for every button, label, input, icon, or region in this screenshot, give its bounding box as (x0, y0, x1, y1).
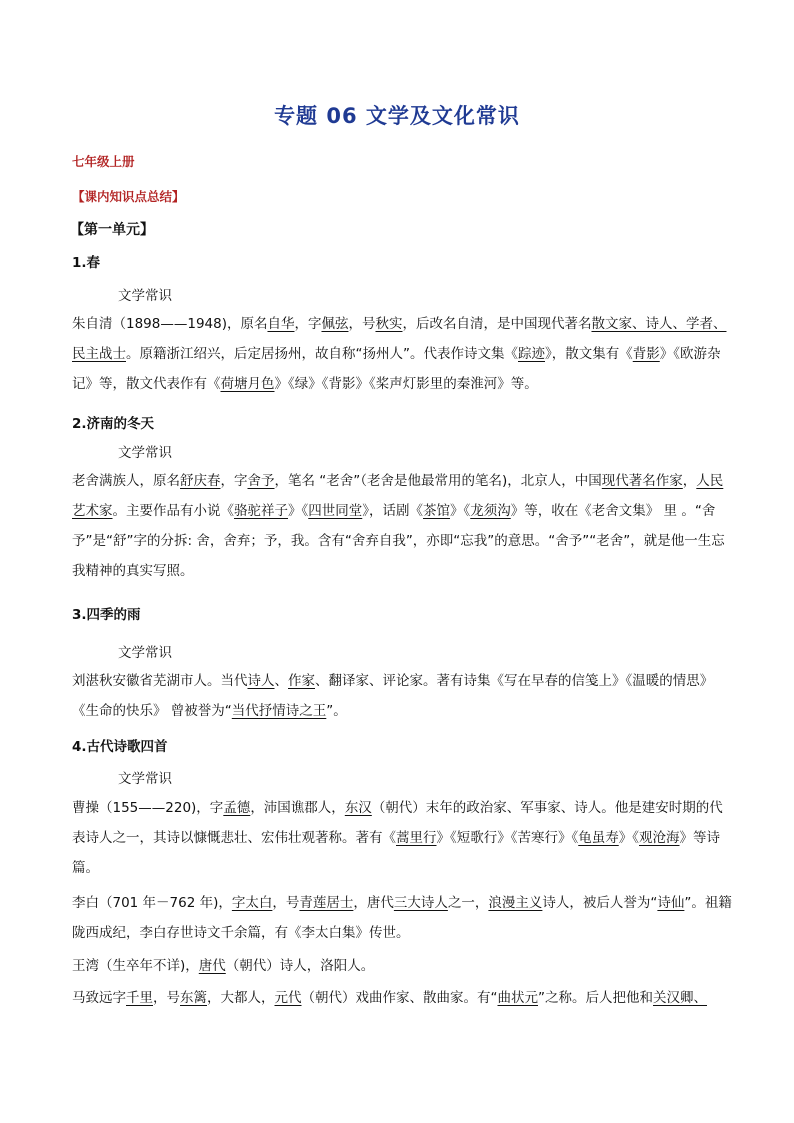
text-run: ”。祖籍陇西成纪，李白存世诗文千余篇，有《李太白集》传世。 (72, 895, 732, 941)
underlined-term: 现代著名作家 (601, 473, 683, 489)
text-run: 。主要作品有小说《 (112, 503, 234, 519)
underlined-term: 荷塘月色 (220, 376, 275, 392)
subheading-4: 文学常识 (118, 771, 172, 787)
text-run: ，字 (294, 316, 322, 332)
text-run: 刘湛秋安徽省芜湖市人。当代 (72, 673, 248, 689)
text-run: ，号 (348, 316, 376, 332)
paragraph-ma-zhiyuan (72, 983, 732, 1013)
grade-label: 七年级上册 (72, 154, 135, 169)
paragraph-1 (72, 309, 732, 399)
text-run: ，后改名自清，是中国现代著名 (402, 316, 592, 332)
paragraph-li-bai (72, 888, 732, 948)
unit-heading: 【第一单元】 (70, 222, 154, 238)
text-run: 、 (274, 673, 288, 689)
underlined-term: 背影 (632, 346, 660, 362)
text-run: ， (682, 473, 697, 489)
text-run: ，沛国谯郡人， (250, 800, 345, 816)
underlined-term: 四世同堂 (308, 503, 363, 519)
lesson-heading-3: 3.四季的雨 (72, 607, 141, 623)
text-run: 》《短歌行》《苦寒行》《 (436, 830, 579, 846)
text-run: 、翻译家、评论家。著有诗集《写在早春的信笺上》《温暖的情思》《生命的快乐》 曾被誉为“ (72, 673, 714, 719)
text-run: 》等，收在《老舍文集》 里 。“舍予”是“舒”字的分拆: 舍，舍弃；予，我。含有“舍弃自我”，亦即“忘我”的意思。“舍予”“老舍”，就是他一生忘我精神的真实写照。 (72, 503, 725, 579)
underlined-term: 散文家、诗人、学者、民主战士 (72, 316, 727, 362)
paragraph-3 (72, 666, 732, 726)
underlined-term: 作家 (288, 673, 315, 689)
underlined-term: 唐代 (198, 958, 226, 974)
underlined-term: 东汉 (344, 800, 372, 816)
text-run: 李白（701 年－762 年)， (72, 895, 232, 911)
underlined-term: 东篱 (180, 990, 207, 1006)
paragraph-wang-wan (72, 951, 732, 981)
subheading-1: 文学常识 (118, 288, 172, 304)
paragraph-cao-cao (72, 793, 732, 883)
text-run: 马致远字 (72, 990, 126, 1006)
text-run: 》等诗篇。 (72, 830, 720, 876)
text-run: 》《 (618, 830, 639, 846)
text-run: 》《 (288, 503, 309, 519)
text-run: ”之称。后人把他和 (538, 990, 653, 1006)
text-run: 》《绿》《背影》《桨声灯影里的秦淮河》等。 (274, 376, 538, 392)
underlined-term: 茶馆 (423, 503, 450, 519)
underlined-term: 骆驼祥子 (234, 503, 288, 519)
text-run: 》《欧游杂记》等，散文代表作有《 (72, 346, 721, 392)
underlined-term: 当代抒情诗之王 (231, 703, 327, 719)
underlined-term: 诗人 (247, 673, 275, 689)
underlined-term: 诗仙 (657, 895, 685, 911)
text-run: 》《 (450, 503, 471, 519)
text-run: ，字 (220, 473, 248, 489)
text-run: （朝代）戏曲作家、散曲家。有“ (301, 990, 498, 1006)
underlined-term: 龙须沟 (470, 503, 511, 519)
underlined-term: 自华 (267, 316, 295, 332)
text-run: 老舍满族人，原名 (72, 473, 180, 489)
underlined-term: 三大诗人 (393, 895, 448, 911)
text-run: ，唐代 (353, 895, 394, 911)
text-run: 》，话剧《 (362, 503, 423, 519)
text-run: 曹操（155——220)，字 (72, 800, 224, 816)
underlined-term: 元代 (274, 990, 302, 1006)
summary-heading: 【课内知识点总结】 (72, 189, 185, 204)
text-run: ，笔名 “老舍”（老舍是他最常用的笔名)，北京人，中国 (274, 473, 602, 489)
underlined-term: 踪迹 (518, 346, 545, 362)
underlined-term: 浪漫主义 (488, 895, 543, 911)
text-run: ”。 (326, 703, 347, 719)
text-run: ，大都人， (207, 990, 275, 1006)
text-run: 诗人，被后人誉为“ (542, 895, 658, 911)
lesson-heading-4: 4.古代诗歌四首 (72, 739, 168, 755)
text-run: 朱自清（1898——1948)，原名 (72, 316, 268, 332)
underlined-term: 孟德 (223, 800, 251, 816)
text-run: 。原籍浙江绍兴，后定居扬州，故自称“扬州人”。代表作诗文集《 (126, 346, 518, 362)
text-run: 王湾（生卒年不详)， (72, 958, 199, 974)
underlined-term: 青莲居士 (299, 895, 354, 911)
page-title: 专题 06 文学及文化常识 (274, 104, 520, 128)
underlined-term: 佩弦 (321, 316, 349, 332)
text-run: （朝代）末年的政治家、军事家、诗人。他是建安时期的代表诗人之一，其诗以慷慨悲壮、宏伟壮观著称。著有《 (72, 800, 723, 846)
lesson-heading-2: 2.济南的冬天 (72, 416, 155, 432)
underlined-term: 关汉卿、 (653, 990, 707, 1006)
underlined-term: 观沧海 (639, 830, 680, 846)
text-run: 之一， (447, 895, 489, 911)
underlined-term: 字太白 (231, 895, 273, 911)
subheading-3: 文学常识 (118, 645, 172, 661)
text-run: 》，散文集有《 (545, 346, 633, 362)
underlined-term: 蒿里行 (396, 830, 437, 846)
underlined-term: 舍予 (247, 473, 275, 489)
underlined-term: 龟虽寿 (578, 830, 619, 846)
subheading-2: 文学常识 (118, 445, 172, 461)
text-run: ，号 (272, 895, 300, 911)
paragraph-2 (72, 466, 732, 586)
underlined-term: 秋实 (375, 316, 403, 332)
underlined-term: 千里 (126, 990, 153, 1006)
underlined-term: 曲状元 (497, 990, 538, 1006)
text-run: （朝代）诗人，洛阳人。 (225, 958, 375, 974)
underlined-term: 舒庆春 (180, 473, 221, 489)
lesson-heading-1: 1.春 (72, 255, 101, 271)
underlined-term: 人民艺术家 (72, 473, 724, 519)
text-run: ，号 (153, 990, 180, 1006)
